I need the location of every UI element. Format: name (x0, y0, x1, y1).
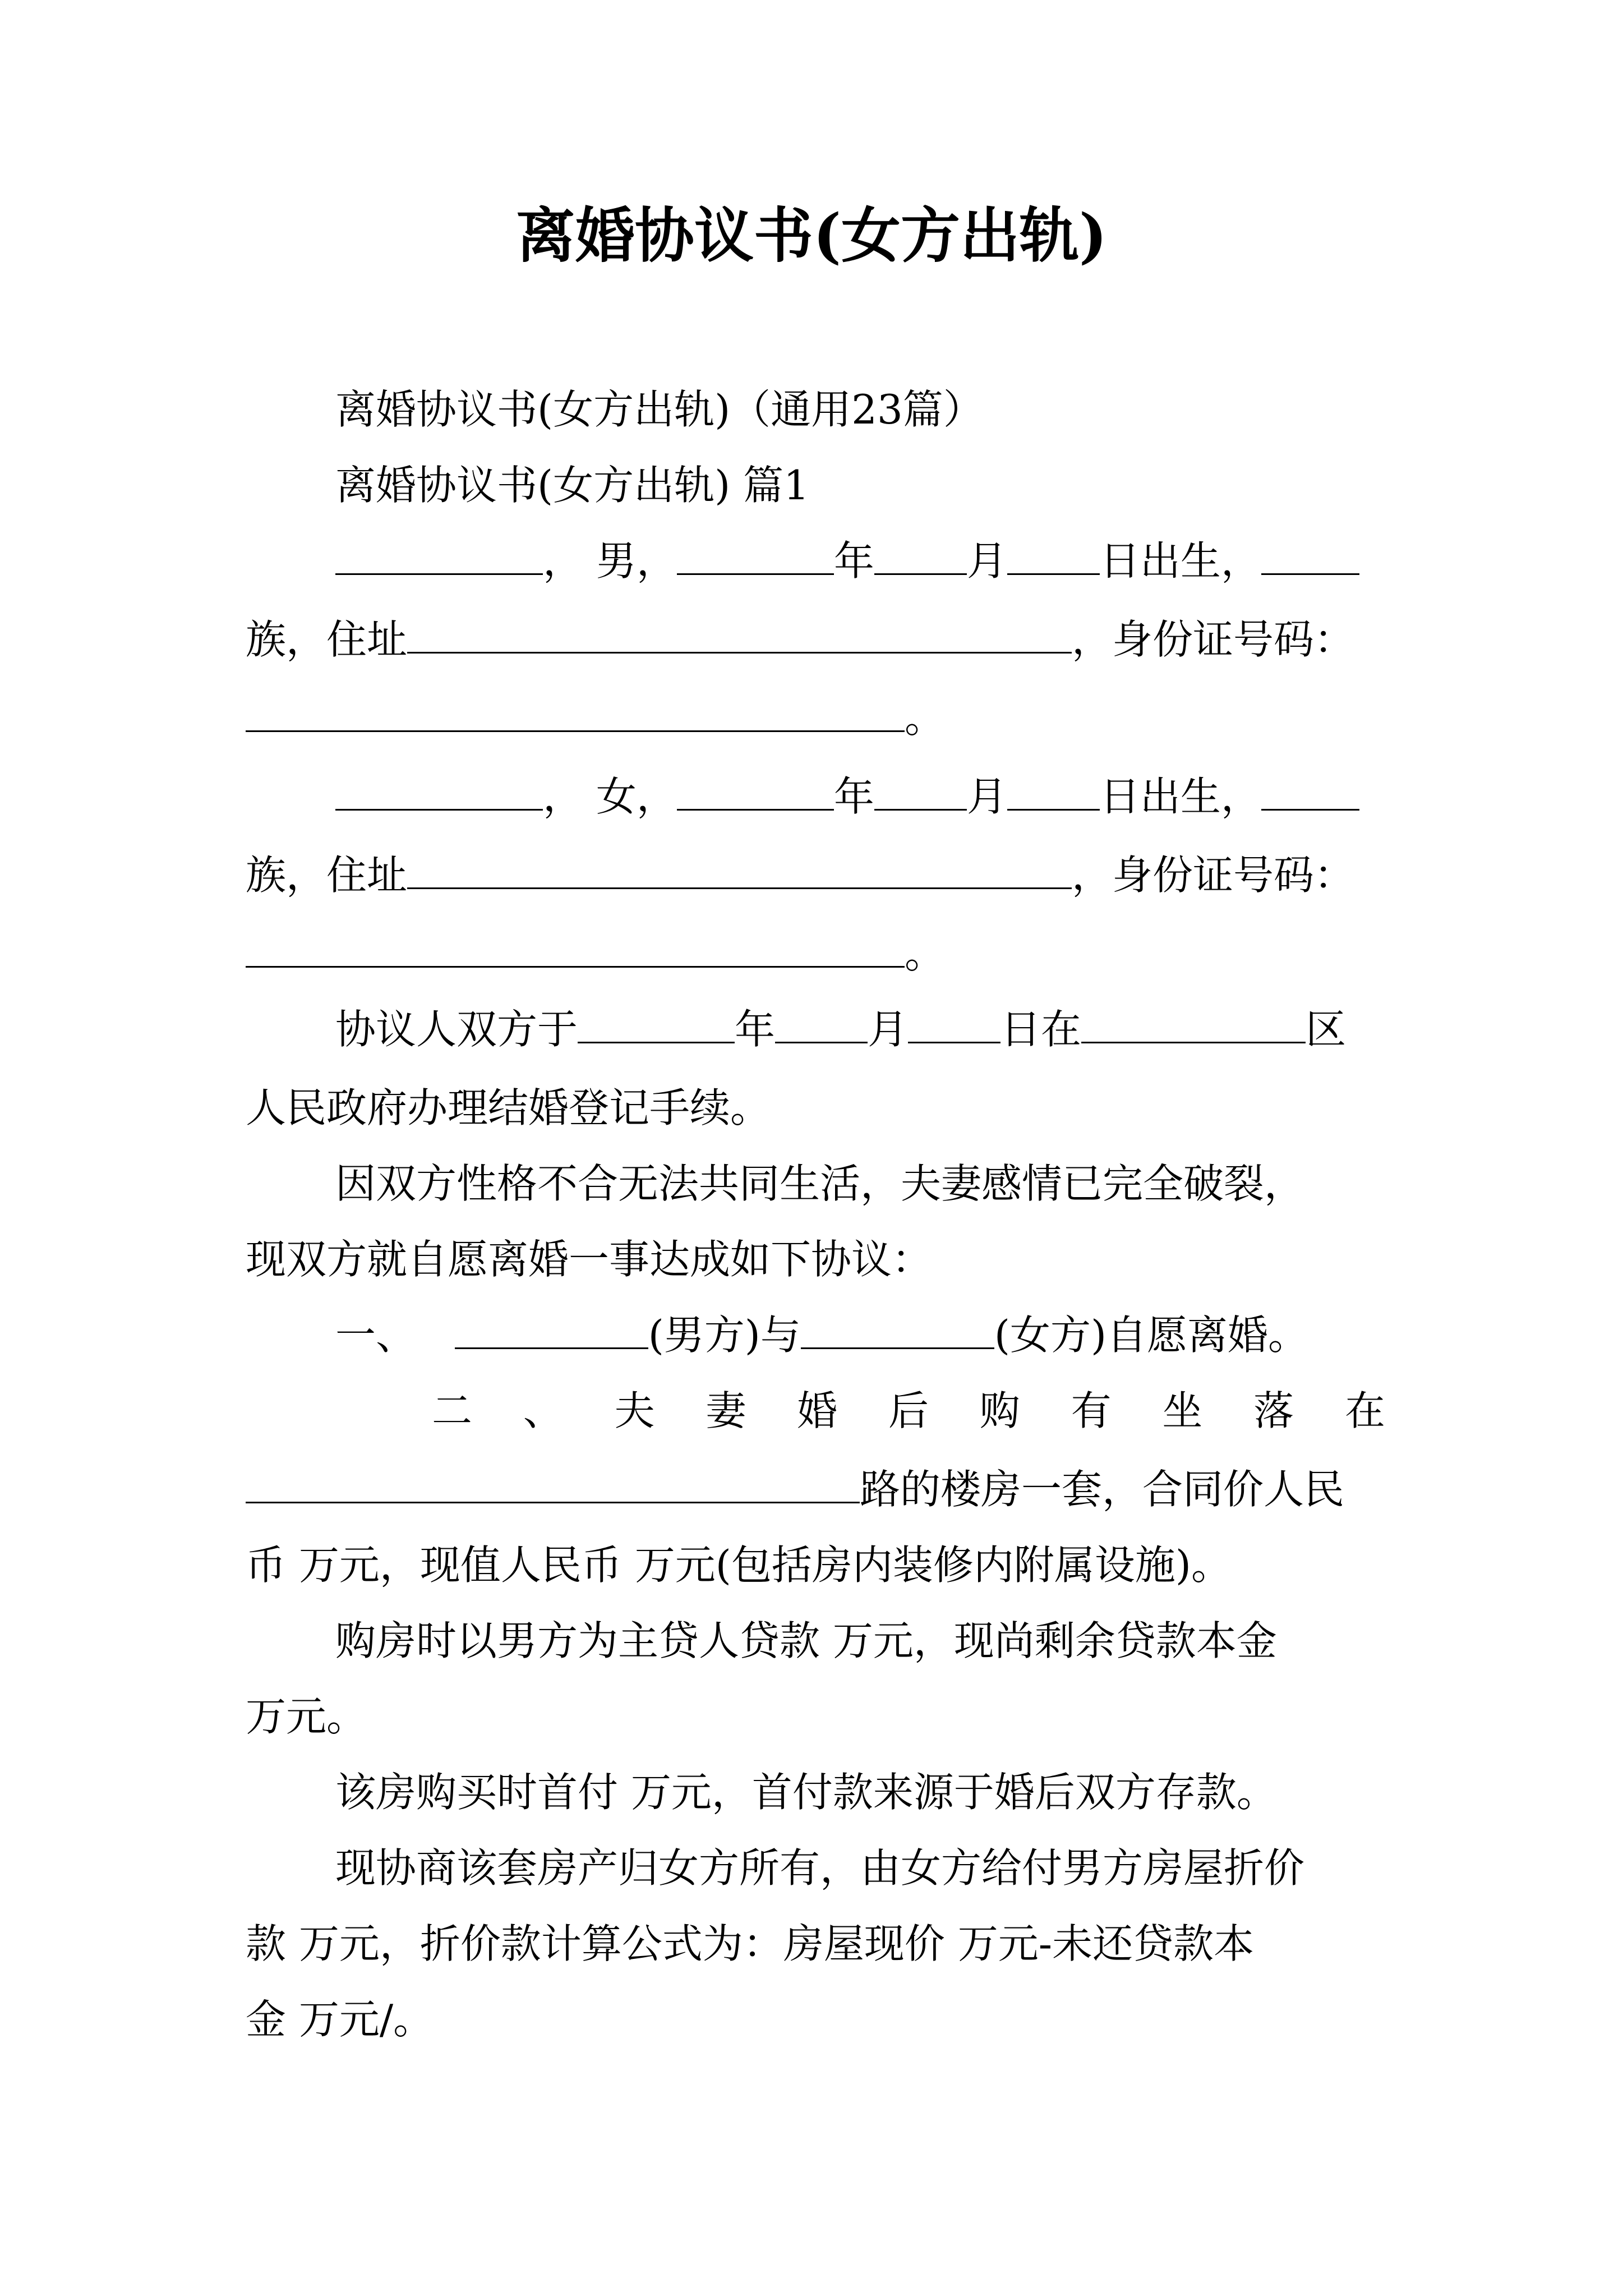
paragraph-line: 人民政府办理结婚登记手续。 (246, 1084, 771, 1131)
paragraph-line: 金 万元/。 (246, 1996, 434, 2043)
section-heading: 离婚协议书(女方出轨) 篇1 (335, 462, 809, 509)
address-blank[interactable] (407, 615, 1072, 654)
paragraph-line: 现协商该套房产归女方所有，由女方给付男方房屋折价 (335, 1844, 1305, 1892)
male-address-line: 族，住址 ，身份证号码： (246, 616, 1355, 663)
road-blank[interactable] (246, 1465, 860, 1503)
address-blank[interactable] (407, 850, 1072, 889)
female-id-line: 。 (246, 926, 945, 982)
year-blank[interactable] (578, 1005, 735, 1043)
paragraph-line: 该房购买时首付 万元，首付款来源于婚后双方存款。 (335, 1769, 1277, 1816)
female-birth-line: ， 女， 年 月 日出生， (335, 769, 1359, 825)
day-blank[interactable] (1007, 772, 1100, 811)
subtitle-line: 离婚协议书(女方出轨)（通用23篇） (335, 386, 984, 433)
paragraph-line: 现双方就自愿离婚一事达成如下协议： (246, 1236, 933, 1283)
clause-one-line: 一、 (男方)与 (女方)自愿离婚。 (335, 1312, 1309, 1359)
male-id-line: 。 (246, 690, 945, 746)
district-blank[interactable] (1081, 1005, 1306, 1043)
property-line: 路的楼房一套，合同价人民 (246, 1461, 1344, 1517)
day-blank[interactable] (1007, 536, 1100, 575)
month-blank[interactable] (874, 536, 967, 575)
id-number-blank[interactable] (246, 929, 905, 968)
wife-name-blank[interactable] (801, 1310, 994, 1349)
name-blank[interactable] (335, 536, 543, 575)
year-blank[interactable] (677, 772, 834, 811)
document-title: 离婚协议书(女方出轨) (515, 200, 1108, 270)
paragraph-line: 因双方性格不合无法共同生活，夫妻感情已完全破裂， (335, 1160, 1305, 1207)
month-blank[interactable] (874, 772, 967, 811)
day-blank[interactable] (908, 1005, 1000, 1043)
year-blank[interactable] (677, 536, 834, 575)
ethnicity-blank[interactable] (1261, 536, 1359, 575)
ethnicity-blank[interactable] (1261, 772, 1359, 811)
id-number-blank[interactable] (246, 693, 905, 732)
male-birth-line: ， 男， 年 月 日出生， (335, 533, 1359, 589)
female-address-line: 族，住址 ，身份证号码： (246, 852, 1355, 899)
clause-two-line: 二 、 夫 妻 婚 后 购 有 坐 落 在 (432, 1387, 1385, 1434)
paragraph-line: 购房时以男方为主贷人贷款 万元，现尚剩余贷款本金 (335, 1617, 1277, 1664)
month-blank[interactable] (775, 1005, 868, 1043)
registration-line: 协议人双方于 年 月 日在 区 (335, 1006, 1347, 1053)
paragraph-line: 万元。 (246, 1693, 367, 1740)
husband-name-blank[interactable] (455, 1310, 648, 1349)
paragraph-line: 币 万元，现值人民币 万元(包括房内装修内附属设施)。 (246, 1542, 1232, 1589)
name-blank[interactable] (335, 772, 543, 811)
paragraph-line: 款 万元，折价款计算公式为：房屋现价 万元-未还贷款本 (246, 1920, 1255, 1967)
